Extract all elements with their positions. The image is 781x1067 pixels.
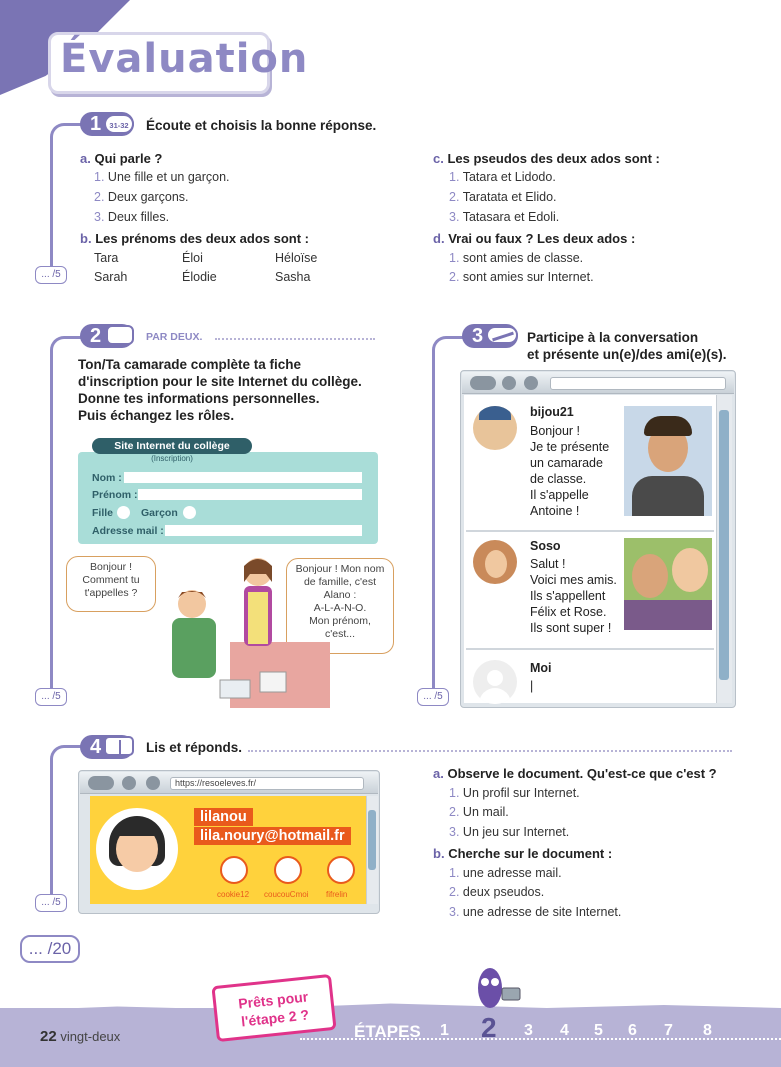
- option-number: 2.: [449, 190, 460, 204]
- ex1-question-d: [433, 231, 635, 246]
- ex1-score: ... /5: [35, 266, 67, 284]
- instruction-line: Puis échangez les rôles.: [78, 408, 235, 423]
- option-number: 2.: [449, 885, 460, 899]
- dotted-rule: [215, 338, 375, 340]
- step-7[interactable]: 7: [664, 1022, 673, 1039]
- chat-name: bijou21: [530, 405, 574, 419]
- friend-avatar-cookie12[interactable]: [220, 856, 248, 884]
- chat-input-cursor[interactable]: |: [530, 679, 534, 693]
- option-text: deux pseudos.: [462, 885, 545, 899]
- ex4-score: ... /5: [35, 894, 67, 912]
- speech-bubble-left: [66, 556, 156, 612]
- ex1-question-c: [433, 151, 660, 166]
- ex1-qc-option: [449, 190, 557, 204]
- ex4-qa-letter: a.: [433, 766, 444, 781]
- ex1-name: Sarah: [94, 270, 128, 284]
- option-number: 3.: [449, 210, 460, 224]
- prenom-field[interactable]: [138, 489, 362, 500]
- message-line: Salut !: [530, 557, 566, 571]
- message-line: Ils sont super !: [530, 621, 612, 635]
- message-line: Félix et Rose.: [530, 605, 607, 619]
- option-number: 1.: [449, 251, 460, 265]
- step-4[interactable]: 4: [560, 1022, 569, 1039]
- option-number: 1.: [449, 170, 460, 184]
- face-shape: [672, 548, 708, 592]
- photo-antoine: [624, 406, 712, 516]
- nom-field[interactable]: [124, 472, 362, 483]
- lilanou-avatar: [96, 808, 178, 890]
- placeholder-head: [487, 670, 503, 686]
- chat-scroll-thumb[interactable]: [719, 410, 729, 680]
- form-label-adresse: Adresse mail :: [92, 525, 164, 537]
- bubble-line: de famille, c'est: [303, 576, 377, 588]
- avatar-moi: [473, 660, 517, 704]
- option-text: Un profil sur Internet.: [462, 786, 580, 800]
- message-line: Voici mes amis.: [530, 573, 617, 587]
- chat-message: [530, 556, 617, 636]
- option-text: sont amies de classe.: [462, 251, 584, 265]
- option-text: Taratata et Elido.: [462, 190, 557, 204]
- option-number: 2.: [94, 190, 105, 204]
- placeholder-body: [479, 688, 511, 704]
- ex1-name: Éloi: [182, 251, 203, 265]
- step-3[interactable]: 3: [524, 1022, 533, 1039]
- chat-name: Soso: [530, 539, 561, 553]
- chat-divider: [466, 648, 714, 650]
- pencil-shape: [492, 332, 514, 342]
- ex1-number: 1: [90, 113, 102, 135]
- page-number: [40, 1028, 120, 1045]
- ex1-qc-option: [449, 170, 556, 184]
- profile-url-bar[interactable]: https://resoeleves.fr/: [170, 777, 364, 790]
- ex1-name: Sasha: [275, 270, 311, 284]
- option-text: Tatara et Lidodo.: [462, 170, 556, 184]
- message-line: Je te présente: [530, 440, 610, 454]
- ex1-qc-option: [449, 210, 559, 224]
- ex4-qb-letter: b.: [433, 846, 445, 861]
- ex4-number: 4: [90, 736, 102, 758]
- fille-radio[interactable]: [117, 506, 130, 519]
- ex4-title: Lis et réponds.: [146, 740, 243, 755]
- step-5[interactable]: 5: [594, 1022, 603, 1039]
- message-line: de classe.: [530, 472, 587, 486]
- paper-sheet: [220, 680, 250, 698]
- ex1-qb-letter: b.: [80, 231, 92, 246]
- option-number: 3.: [94, 210, 105, 224]
- step-2-current[interactable]: 2: [481, 1012, 497, 1043]
- friend-avatar-coucoucmoi[interactable]: [274, 856, 302, 884]
- hair-shape: [644, 416, 692, 436]
- total-score: ... /20: [20, 935, 80, 963]
- ex4-question-b: [433, 846, 612, 861]
- mascot-eye: [481, 978, 489, 986]
- fringe-shape: [116, 822, 158, 836]
- profile-email: lila.noury@hotmail.fr: [194, 827, 351, 845]
- bubble-line: A-L-A-N-O.: [313, 602, 367, 614]
- option-text: Deux filles.: [107, 210, 170, 224]
- ex1-qb-text: Les prénoms des deux ados sont :: [95, 231, 310, 246]
- option-text: Tatasara et Edoli.: [462, 210, 560, 224]
- option-text: sont amies sur Internet.: [462, 270, 594, 284]
- ex4-qa-text: Observe le document. Qu'est-ce que c'est ?: [447, 766, 717, 781]
- refresh-icon[interactable]: [122, 776, 136, 790]
- profile-pseudo: lilanou: [194, 808, 253, 826]
- page-number-digits: 22: [40, 1028, 57, 1045]
- ex1-question-a: [80, 151, 162, 166]
- option-number: 1.: [449, 866, 460, 880]
- step-6[interactable]: 6: [628, 1022, 637, 1039]
- option-text: une adresse de site Internet.: [462, 905, 622, 919]
- ex3-title: [527, 329, 727, 363]
- mascot-eye: [491, 978, 499, 986]
- back-forward-icon[interactable]: [88, 776, 114, 790]
- ex3-number: 3: [472, 325, 484, 347]
- bubble-line: Alano :: [323, 589, 357, 601]
- ex4-qb-text: Cherche sur le document :: [448, 846, 613, 861]
- bubble-line: Comment tu: [82, 574, 140, 586]
- ex1-qd-option: [449, 251, 583, 265]
- ex1-name: Héloïse: [275, 251, 318, 265]
- chat-message: [530, 423, 609, 519]
- shirt-shape: [624, 600, 712, 630]
- ex4-qa-option: [449, 805, 509, 819]
- adresse-field[interactable]: [165, 525, 362, 536]
- page-number-word: vingt-deux: [60, 1029, 121, 1044]
- ex2-number: 2: [90, 325, 102, 347]
- bubble-line: Bonjour !: [89, 561, 133, 573]
- avatar-bijou21: [473, 406, 517, 450]
- ex1-qd-text: Vrai ou faux ? Les deux ados :: [448, 231, 636, 246]
- girl-shirt: [248, 592, 268, 644]
- ex3-title-line: et présente un(e)/des ami(e)(s).: [527, 347, 727, 362]
- ex4-qb-option: [449, 905, 621, 919]
- form-title: Site Internet du collège: [92, 438, 252, 454]
- cd-audio-icon: [104, 114, 134, 134]
- shirt-shape: [632, 476, 704, 516]
- book-icon: [104, 736, 134, 756]
- bubble-line: c'est...: [324, 628, 355, 640]
- face-shape: [632, 554, 668, 598]
- ex4-qa-option: [449, 825, 569, 839]
- dotted-rule: [248, 750, 732, 752]
- option-number: 2.: [449, 270, 460, 284]
- option-text: une adresse mail.: [462, 866, 562, 880]
- prets-line: l'étape 2 ?: [240, 1006, 310, 1030]
- speech-bubble-icon: [106, 325, 134, 345]
- page-title: Évaluation: [60, 36, 309, 82]
- ex1-title: Écoute et choisis la bonne réponse.: [146, 118, 377, 133]
- ex1-qa-option: [94, 210, 169, 224]
- ex1-qa-option: [94, 170, 230, 184]
- option-number: 2.: [449, 805, 460, 819]
- message-line: Ils s'appellent: [530, 589, 606, 603]
- ex2-mode: PAR DEUX.: [146, 331, 203, 343]
- chat-name: Moi: [530, 661, 552, 675]
- ex1-qa-letter: a.: [80, 151, 91, 166]
- chat-url-bar[interactable]: [550, 377, 726, 390]
- form-label-prenom: Prénom :: [92, 489, 138, 501]
- ex1-track: 31-32: [109, 121, 129, 130]
- prets-line: Prêts pour: [237, 988, 309, 1012]
- back-forward-icon[interactable]: [470, 376, 496, 390]
- ex1-question-b: [80, 231, 309, 246]
- ex1-name: Élodie: [182, 270, 217, 284]
- message-line: Bonjour !: [530, 424, 581, 438]
- refresh-icon[interactable]: [502, 376, 516, 390]
- ex1-qa-text: Qui parle ?: [94, 151, 163, 166]
- instruction-line: d'inscription pour le site Internet du collège.: [78, 374, 362, 389]
- form-sheet: [260, 672, 286, 692]
- book-spine: [119, 740, 121, 754]
- ex2-score: ... /5: [35, 688, 67, 706]
- option-number: 1.: [94, 170, 105, 184]
- message-line: Antoine !: [530, 504, 580, 518]
- ex3-title-line: Participe à la conversation: [527, 330, 699, 345]
- ex1-qa-option: [94, 190, 189, 204]
- instruction-line: Ton/Ta camarade complète ta fiche: [78, 357, 302, 372]
- option-number: 1.: [449, 786, 460, 800]
- ex1-qd-letter: d.: [433, 231, 445, 246]
- step-8[interactable]: 8: [703, 1022, 712, 1039]
- ex3-score: ... /5: [417, 688, 449, 706]
- option-text: Une fille et un garçon.: [107, 170, 230, 184]
- home-icon[interactable]: [524, 376, 538, 390]
- mascot-device: [502, 988, 520, 1000]
- form-label-garcon: Garçon: [141, 507, 178, 519]
- ex4-qb-option: [449, 866, 562, 880]
- friend-avatar-fifrelin[interactable]: [327, 856, 355, 884]
- cap-shape: [479, 406, 511, 420]
- option-text: Deux garçons.: [107, 190, 189, 204]
- ex1-bracket: [50, 123, 90, 273]
- etapes-label: ÉTAPES: [354, 1022, 421, 1041]
- pencil-icon: [486, 326, 518, 344]
- home-icon[interactable]: [146, 776, 160, 790]
- mascot-illustration: [472, 962, 526, 1010]
- bubble-line: t'appelles ?: [84, 587, 138, 599]
- form-label-fille: Fille: [92, 507, 114, 519]
- mascot-body: [478, 968, 502, 1008]
- option-text: Un mail.: [462, 805, 509, 819]
- ex4-qb-option: [449, 885, 544, 899]
- message-line: Il s'appelle: [530, 488, 589, 502]
- bubble-line: Mon prénom,: [309, 615, 371, 627]
- boy-body: [172, 618, 216, 678]
- profile-scroll-thumb[interactable]: [368, 810, 376, 870]
- option-number: 3.: [449, 825, 460, 839]
- face-shape: [485, 550, 507, 578]
- ex4-question-a: [433, 766, 717, 781]
- bubble-line: Bonjour ! Mon nom: [295, 563, 385, 575]
- ex1-qd-option: [449, 270, 594, 284]
- friend-label: fifrelin: [326, 890, 348, 899]
- ex2-instructions: [78, 356, 362, 424]
- instruction-line: Donne tes informations personnelles.: [78, 391, 320, 406]
- message-line: un camarade: [530, 456, 603, 470]
- ex1-qc-text: Les pseudos des deux ados sont :: [447, 151, 660, 166]
- students-illustration: [150, 552, 330, 708]
- avatar-soso: [473, 540, 517, 584]
- form-subtitle: (Inscription): [151, 454, 193, 463]
- photo-felix-rose: [624, 538, 712, 630]
- option-number: 3.: [449, 905, 460, 919]
- garcon-radio[interactable]: [183, 506, 196, 519]
- friend-label: coucouCmoi: [264, 890, 309, 899]
- friend-label: cookie12: [217, 890, 250, 899]
- chat-divider: [466, 530, 714, 532]
- ex4-qa-option: [449, 786, 580, 800]
- step-1[interactable]: 1: [440, 1022, 449, 1039]
- ex1-name: Tara: [94, 251, 119, 265]
- form-label-nom: Nom :: [92, 472, 122, 484]
- option-text: Un jeu sur Internet.: [462, 825, 570, 839]
- ex1-qc-letter: c.: [433, 151, 444, 166]
